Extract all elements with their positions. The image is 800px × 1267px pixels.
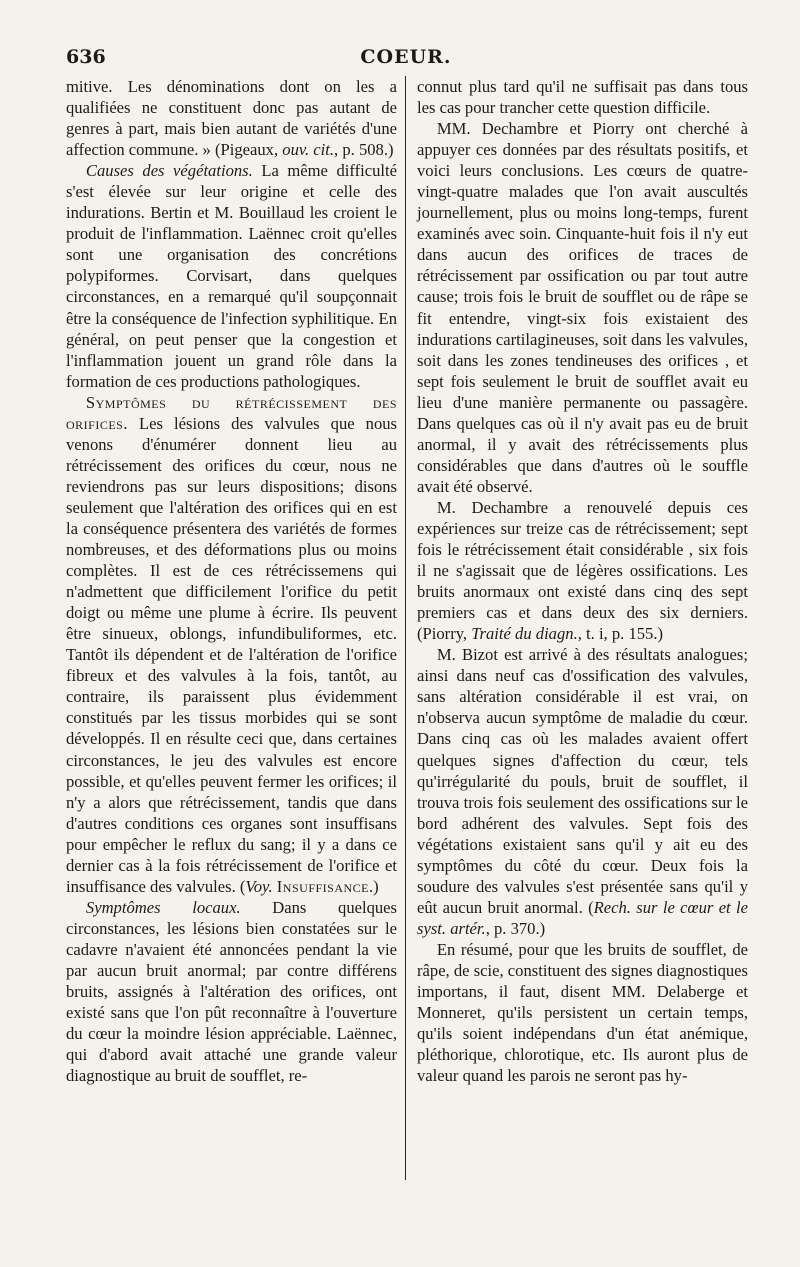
column-divider [405, 76, 406, 1180]
left-column [66, 76, 397, 1086]
paragraph: Symptômes locaux. Dans quelques circonstances, les lésions bien constatées sur le cadavre n'avaient été annoncées pendant la vie par aucun bruit anormal; par contre différens bruits, assignés à l'altération des orifices, ont existé sans que l'on pût reconnaître à l'ouverture du cœur la moindre lésion appréciable. Laënnec, qui d'abord avait attaché une grande valeur diagnostique au bruit de soufflet, re- [66, 897, 398, 1086]
page-header [66, 46, 746, 72]
paragraph: Causes des végétations. La même difficulté s'est élevée sur leur origine et celle des indurations. Bertin et M. Bouillaud les croient le produit de l'inflammation. Laënnec croit qu'elles sont une organisation des concrétions polypiformes. Corvisart, dans quelques circonstances, en a remarqué qu'il soupçonnait être la conséquence de l'infection syphilitique. En général, on peut penser que la congestion et l'inflammation jouent un grand rôle dans la formation de ces productions pathologiques. [66, 161, 397, 391]
paragraph: M. Dechambre a renouvelé depuis ces expériences sur treize cas de rétrécissement; sept fois le rétrécissement était considérable , six fois il ne s'agissait que de légères ossifications. Les bruits anormaux ont existé dans cinq des sept premiers cas et dans deux des six derniers. (Piorry, Traité du diagn., t. i, p. 155.) [417, 497, 748, 644]
paragraph: MM. Dechambre et Piorry ont cherché à appuyer ces données par des résultats positifs, et voici leurs conclusions. Les cœurs de quatre-vingt-quatre malades que l'on avait auscultés journellement, plus ou moins long-temps, furent examinés avec soin. Cinquante-huit fois il n'y eut dans aucun des orifices de traces de rétrécissement par ossification ou par tout autre cause; trois fois le bruit de soufflet ou de râpe se fit entendre, vingt-six fois existaient des indurations cartilagineuses, soit dans les valvules, soit dans les zones tendineuses des orifices , et sept fois seulement le bruit de soufflet avait eu lieu d'une manière permanente ou passagère. Dans quelques cas où il n'y avait pas eu de bruit anormal, il y avait des rétrécissements plus considérables que dans d'autres où le souffle avait été observé. [417, 119, 748, 496]
running-title: COEUR. [360, 46, 452, 68]
citation: Rech. sur le cœur et le syst. artér. [417, 897, 748, 938]
section-heading: Symptômes du rétrécissement des orifices. [66, 392, 397, 433]
paragraph: Symptômes du rétrécissement des orifices. Les lésions des valvules que nous venons d'énumérer donnent lieu au rétrécissement des orifices du cœur, nous ne reviendrons pas sur leurs dispositions; disons seulement que l'altération des orifices qui en est la conséquence présentera des variétés de formes nombreuses, et des déformations plus ou moins complètes. Il est de ces rétrécissemens qui n'admettent que difficilement l'orifice du petit doigt ou même une plume à écrire. Ils peuvent être sinueux, oblongs, infundibuliformes, etc. Tantôt ils dépendent et de l'altération de l'orifice fibreux et des valvules à la fois, tantôt, au contraire, ils paraissent plus évidemment constitués par les tissus morbides qui se sont développés. Il en résulte ceci que, dans certaines circonstances, le jeu des valvules est encore possible, et qu'elles peuvent fermer les orifices; il n'y a alors que rétrécissement, tandis que dans d'autres conditions ces organes sont insuffisans pour empêcher le reflux du sang; il y a dans ce dernier cas à la fois rétrécissement de l'orifice et insuffisance des valvules. (Voy. Insuffisance.) [66, 392, 397, 896]
citation: Traité du diagn. [471, 624, 578, 644]
paragraph: mitive. Les dénominations dont on les a qualifiées ne constituent donc pas autant de genres à part, mais bien autant de variétés d'une affection commune. » (Pigeaux, ouv. cit., p. 508.) [66, 77, 397, 160]
paragraph: En résumé, pour que les bruits de soufflet, de râpe, de scie, constituent des signes diagnostiques importans, il faut, disent MM. Delaberge et Monneret, qu'ils persistent un certain temps, qu'ils soient indépendans d'un état anémique, pléthorique, chlorotique, etc. Ils auront plus de valeur quand les parois ne seront pas hy- [417, 939, 748, 1086]
paragraph: M. Bizot est arrivé à des résultats analogues; ainsi dans neuf cas d'ossification des valvules, sans altération considérable il est vrai, on n'observa aucun symptôme de maladie du cœur. Dans cinq cas où les malades avaient offert quelques signes d'affection du cœur, tels qu'irrégularité du pouls, bruit de soufflet, il trouva trois fois seulement des ossifications sur le bord adhérent des valvules. Sept fois des végétations existaient sans qu'il y ait eu des symptômes du côté du cœur. Deux fois la soudure des valvules s'est présentée sans qu'il y eût aucun bruit anormal. (Rech. sur le cœur et le syst. artér., p. 370.) [417, 645, 748, 938]
section-heading: Symptômes locaux. [85, 897, 241, 917]
citation: ouv. cit. [282, 140, 335, 160]
page-number: 636 [66, 46, 106, 68]
cross-reference: Insuffisance [276, 876, 369, 896]
section-heading: Causes des végétations. [85, 161, 253, 181]
right-column [417, 76, 748, 1086]
paragraph: connut plus tard qu'il ne suffisait pas dans tous les cas pour trancher cette question difficile. [417, 77, 748, 118]
